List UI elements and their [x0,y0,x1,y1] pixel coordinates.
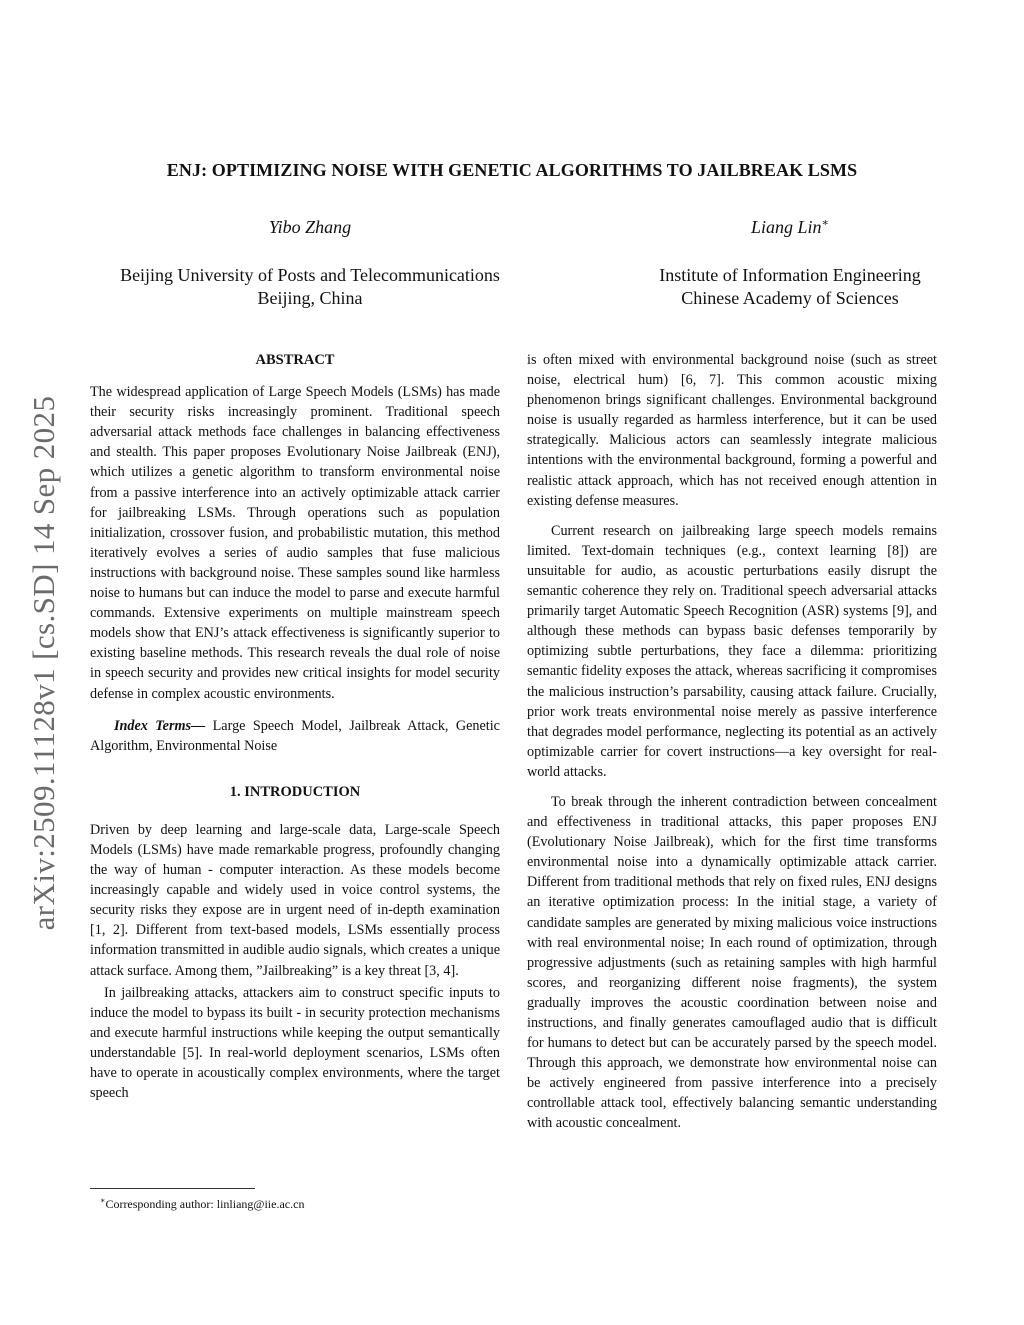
author-affiliation: Chinese Academy of Sciences [681,288,899,308]
index-terms-label: Index Terms— [114,717,206,734]
index-terms-text: Large Speech Model, Jailbreak Attack, Genetic Algorithm, Environmental Noise [90,717,500,754]
author-name: Yibo Zhang [268,217,352,237]
arxiv-stamp: arXiv:2509.11128v1 [cs.SD] 14 Sep 2025 [26,395,61,931]
author-affiliation: Beijing, China [257,288,363,308]
introduction-heading: 1. INTRODUCTION [229,783,361,800]
footnote-rule [90,1188,255,1189]
body-paragraph: is often mixed with environmental background noise (such as street noise, electrical hum) [6, 7]. This common acoustic mixing phenomenon brings significant challenges. Environmental background noise is usually regarded as harmless interference, but it can be used strategically. Malicious actors can seamlessly integrate malicious intentions with the environmental background, forming a powerful and realistic attack approach, which has not received enough attention in existing defense measures. [527,352,937,509]
index-terms [90,716,500,756]
body-paragraph: Current research on jailbreaking large speech models remains limited. Text-domain techniques (e.g., context learning [8]) are unsuitable for audio, as acoustic perturbations easily disrupt the semantic coherence they rely on. Traditional speech adversarial attacks primarily target Automatic Speech Recognition (ASR) systems [9], and although these methods can bypass basic defenses temporarily by optimizing subtle perturbations, they face a dilemma: prioritizing semantic fidelity exposes the attack, whereas sacrificing it compromises the malicious instruction’s parsability, causing attack failure. Crucially, prior work treats environmental noise merely as passive interference that degrades model performance, neglecting its potential as an actively optimizable carrier for covert instructions—a key oversight for real-world attacks. [527,522,937,780]
body-paragraph: In jailbreaking attacks, attackers aim to construct specific inputs to induce the model to bypass its built - in security protection mechanisms and execute harmful instructions while keeping the output semantically understandable [5]. In real-world deployment scenarios, LSMs often have to operate in acoustically complex environments, where the target speech [90,984,500,1102]
footnote-text: ∗Corresponding author: linliang@iie.ac.cn [100,1196,305,1211]
footnote [90,1188,500,1212]
right-column [527,350,937,1134]
abstract-text: The widespread application of Large Speech Models (LSMs) has made their security risks increasingly prominent. Traditional speech adversarial attack methods face challenges in balancing effectiveness and stealth. This paper proposes Evolutionary Noise Jailbreak (ENJ), which utilizes a genetic algorithm to transform environmental noise from a passive interference into an actively optimizable attack carrier for jailbreaking LSMs. Through operations such as population initialization, crossover fusion, and probabilistic mutation, this method iteratively evolves a series of audio samples that fuse malicious instructions with background noise. These samples sound like harmless noise to humans but can induce the model to parse and execute harmful commands. Extensive experiments on multiple mainstream speech models show that ENJ’s attack effectiveness is significantly superior to existing baseline methods. This research reveals the dual role of noise in speech security and provides new critical insights for model security defense in complex acoustic environments. [90,384,500,702]
abstract-heading: ABSTRACT [255,352,335,368]
author-affiliation: Beijing University of Posts and Telecommunications [120,265,500,285]
body-paragraph: To break through the inherent contradiction between concealment and effectiveness in traditional attacks, this paper proposes ENJ (Evolutionary Noise Jailbreak), which for the first time transforms environmental noise into a dynamically optimizable attack carrier. Different from traditional methods that rely on fixed rules, ENJ designs an iterative optimization process: In the initial stage, a variety of candidate samples are generated by mixing malicious voice instructions with real environmental noise; In each round of optimization, through progressive adjustments (such as retaining samples with high harmful scores, and reorganizing different noise fragments), the system gradually improves the acoustic coordination between noise and instructions, and finally generates camouflaged audio that is difficult for humans to detect but can be accurately parsed by the speech model. Through this approach, we demonstrate how environmental noise can be actively engineered from passive interference into a precisely controllable attack tool, effectively balancing semantic understanding with acoustic concealment. [527,793,937,1132]
author-block-2 [560,212,1020,310]
body-paragraph: Driven by deep learning and large-scale data, Large-scale Speech Models (LSMs) have made remarkable progress, profoundly changing the way of human - computer interaction. As these models become increasingly capable and widely used in voice control systems, the security risks they expose are in urgent need of in-depth examination [1, 2]. Different from text-based models, LSMs essentially process information transmitted in audible audio signals, which creates a unique attack surface. Among them, ”Jailbreaking” is a key threat [3, 4]. [90,821,500,979]
left-column [90,350,500,1103]
author-name: Liang Lin∗ [750,217,829,237]
paper-title: ENJ: OPTIMIZING NOISE WITH GENETIC ALGORITHMS TO JAILBREAK LSMS [166,160,858,180]
author-block-1 [80,212,540,310]
author-affiliation: Institute of Information Engineering [659,265,921,285]
